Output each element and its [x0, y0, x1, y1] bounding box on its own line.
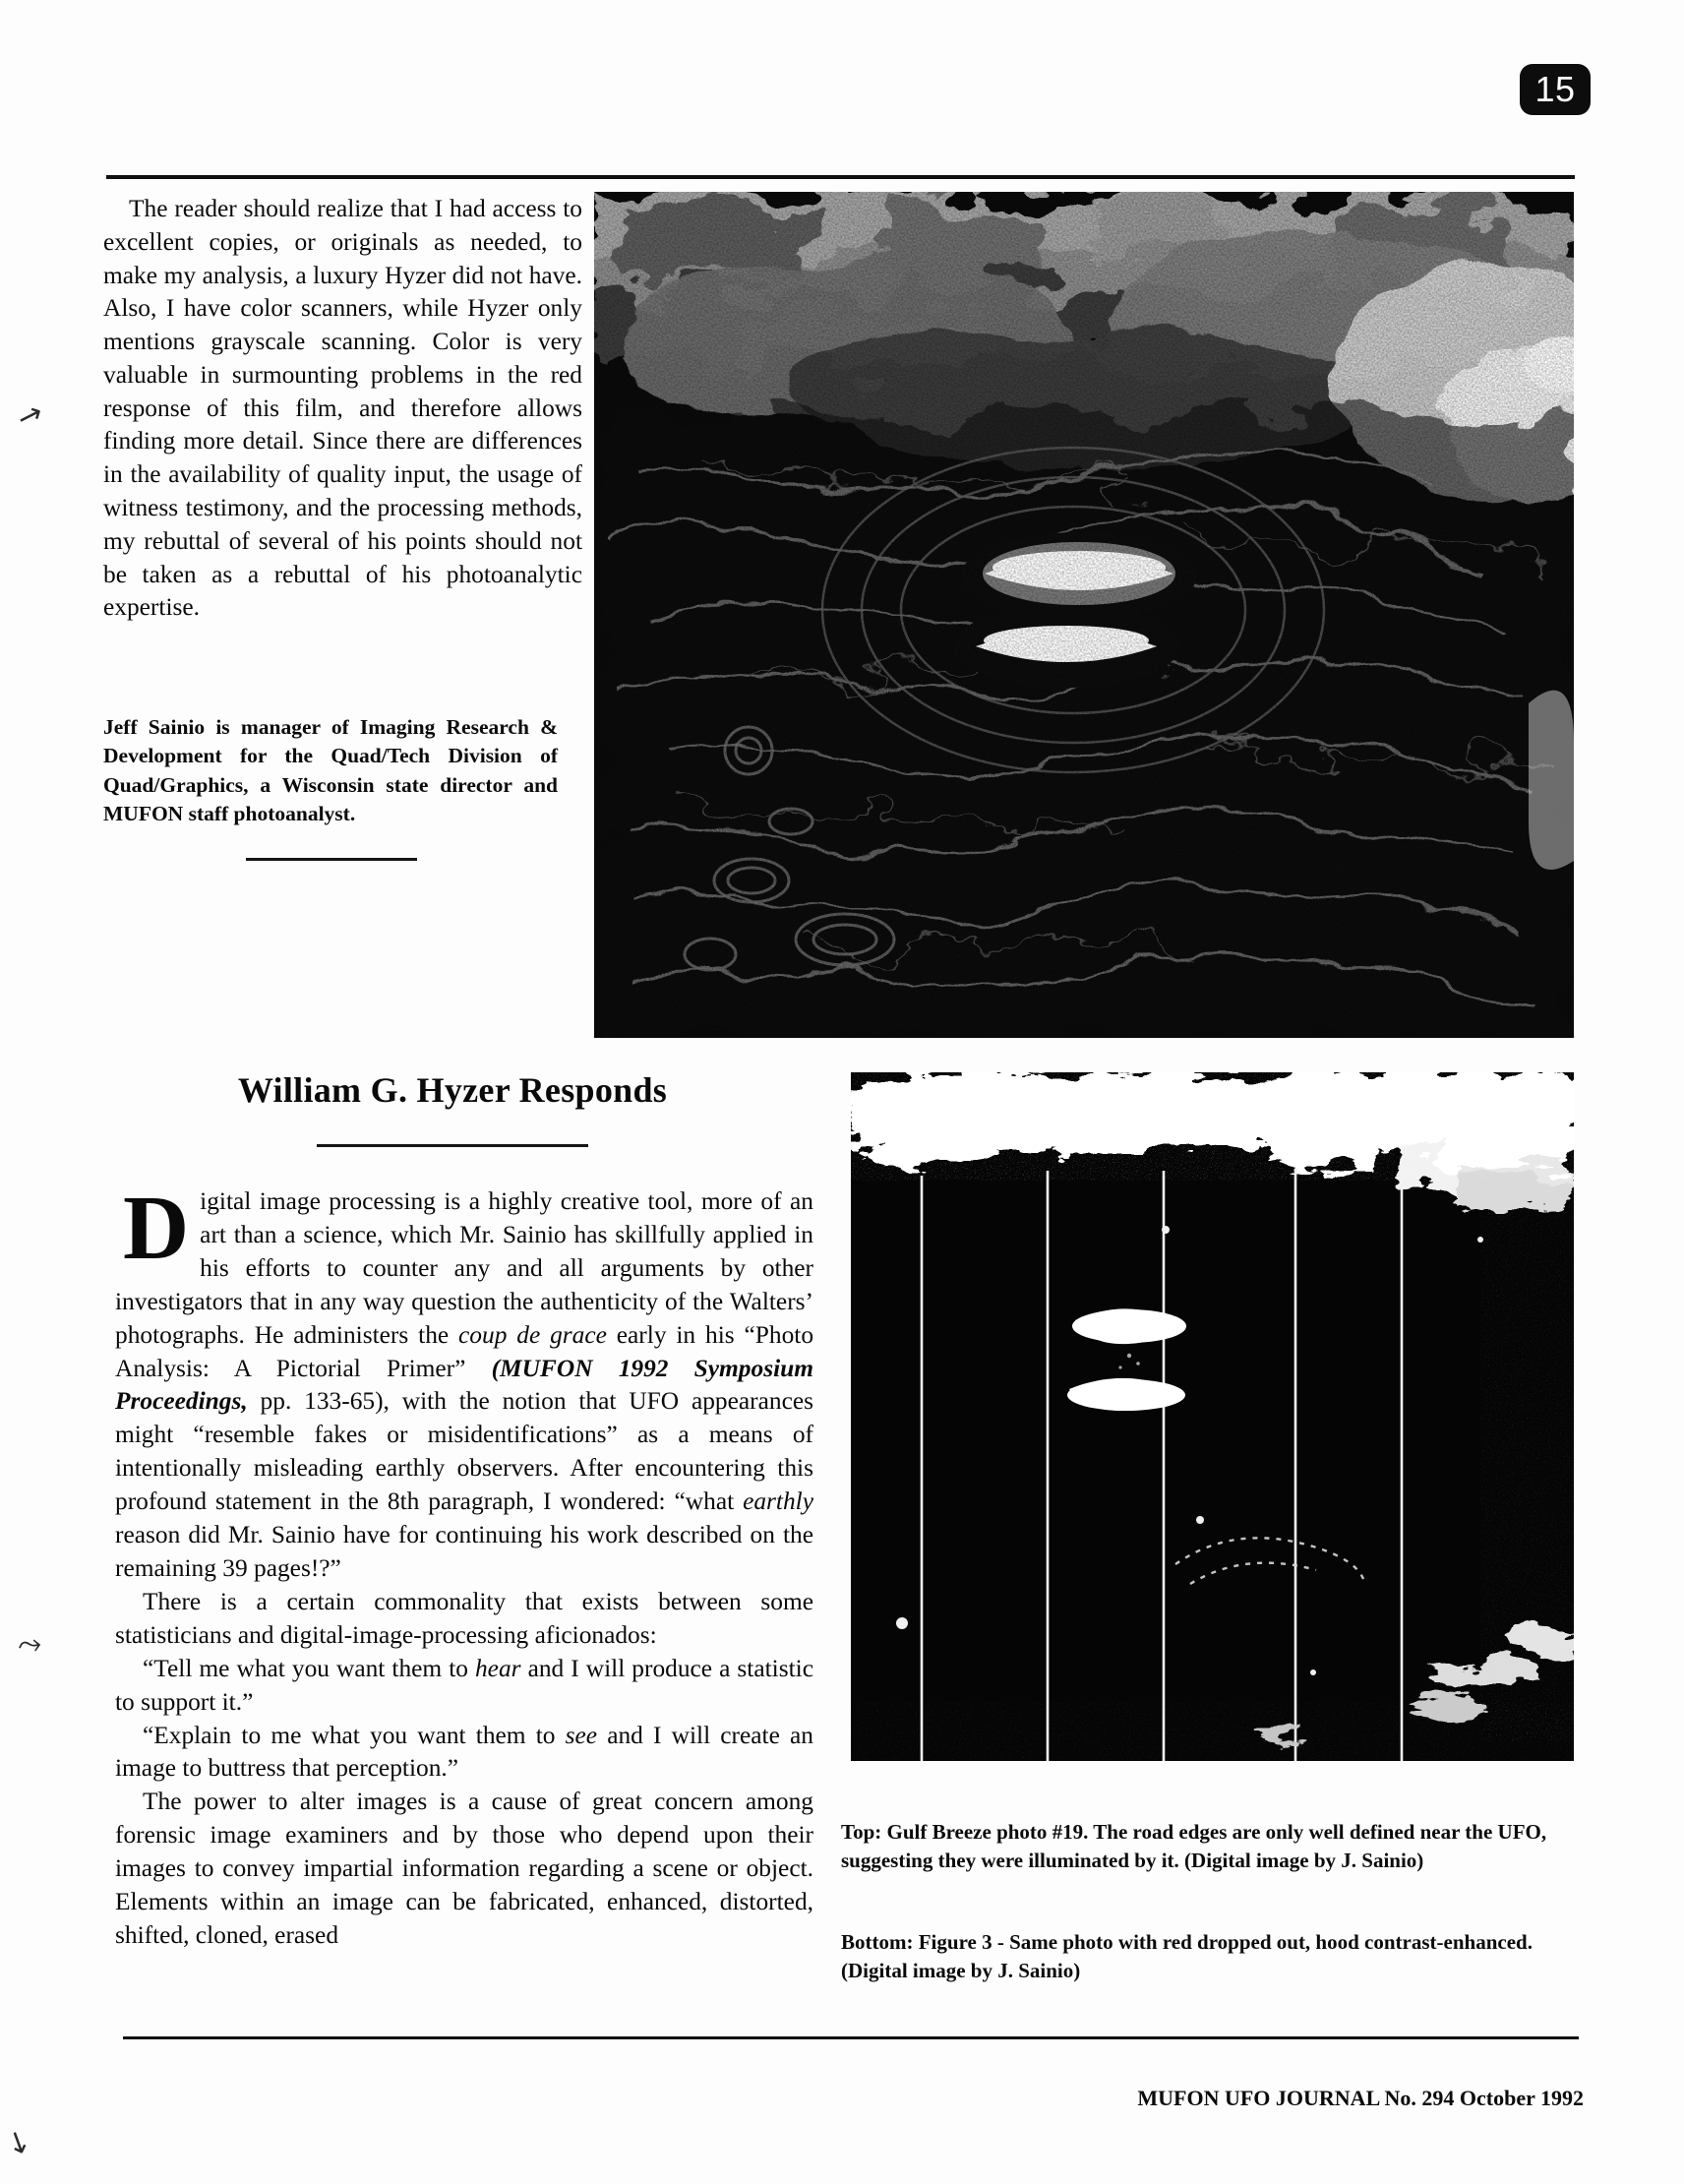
page-number-badge: 15 [1520, 64, 1591, 115]
header-rule [106, 175, 1575, 179]
section-divider [246, 858, 417, 861]
author-bio [103, 713, 558, 829]
paragraph-3: “Tell me what you want them to hear and I will produce a statistic to support it.” [115, 1654, 813, 1716]
drop-cap: D [123, 1178, 190, 1279]
caption-top-photo [841, 1818, 1579, 1875]
bio-text: Jeff Sainio is manager of Imaging Research & Development for the Quad/Tech Division of Quad/Graphics, a Wisconsin state director and MUFON staff photoanalyst. [103, 715, 558, 826]
paragraph-1: Digital image processing is a highly creative tool, more of an art than a science, which Mr. Sainio has skillfully applied in his efforts to counter any and all arguments by other investigators that in any way question the authenticity of the Walters’ photographs. He administers the coup de grace early in his “Photo Analysis: A Pictorial Primer” (MUFON 1992 Symposium Proceedings, pp. 133-65), with the notion that UFO appearances might “resemble fakes or misidentifications” as a means of intentionally misleading earthly observers. After encountering this profound statement in the 8th paragraph, I wondered: “what earthly reason did Mr. Sainio have for continuing his work described on the remaining 39 pages!?” [115, 1178, 814, 1582]
article-bottom-body [115, 1178, 814, 1953]
gulf-breeze-photo-top [594, 192, 1574, 1038]
margin-mark-icon: ↗ [13, 395, 47, 436]
footer-rule [123, 2036, 1579, 2039]
headline-rule [317, 1144, 588, 1147]
paragraph: The reader should realize that I had access to excellent copies, or originals as needed, to make my analysis, a luxury Hyzer did not have. Also, I have color scanners, while Hyzer only mentions grayscale scanning. Color is very valuable in surmounting problems in the red response of this film, and therefore allows finding more detail. Since there are differences in the availability of quality input, the usage of witness testimony, and the processing methods, my rebuttal of several of his points should not be taken as a rebuttal of his photoanalytic expertise. [103, 195, 582, 622]
caption-text: Top: Gulf Breeze photo #19. The road edges are only well defined near the UFO, suggesting they were illuminated by it. (Digital image by J. Sainio) [841, 1820, 1547, 1872]
caption-bottom-photo [841, 1928, 1579, 1985]
top-photo-graphic [594, 192, 1574, 1038]
page-title: William G. Hyzer Responds [237, 1070, 668, 1110]
margin-mark-icon: ⤳ [15, 1626, 44, 1663]
paragraph-4: “Explain to me what you want them to see and I will create an image to buttress that perception.” [115, 1721, 813, 1783]
article-top-body [103, 193, 582, 625]
paragraph-5: The power to alter images is a cause of great concern among forensic image examiners and by those who depend upon their images to convey impartial information regarding a scene or object. Elements within an image can be fabricated, enhanced, distorted, shifted, cloned, erased [115, 1788, 813, 1949]
footer-text: MUFON UFO JOURNAL No. 294 October 1992 [1137, 2086, 1584, 2110]
margin-mark-icon: ↘ [0, 2122, 36, 2162]
caption-text: Bottom: Figure 3 - Same photo with red dropped out, hood contrast-enhanced. (Digital image by J. Sainio) [841, 1930, 1533, 1982]
bottom-photo-graphic [851, 1072, 1574, 1761]
paragraph-2: There is a certain commonality that exists between some statisticians and digital-image-processing aficionados: [115, 1587, 813, 1649]
figure-3-photo-bottom [851, 1072, 1574, 1761]
